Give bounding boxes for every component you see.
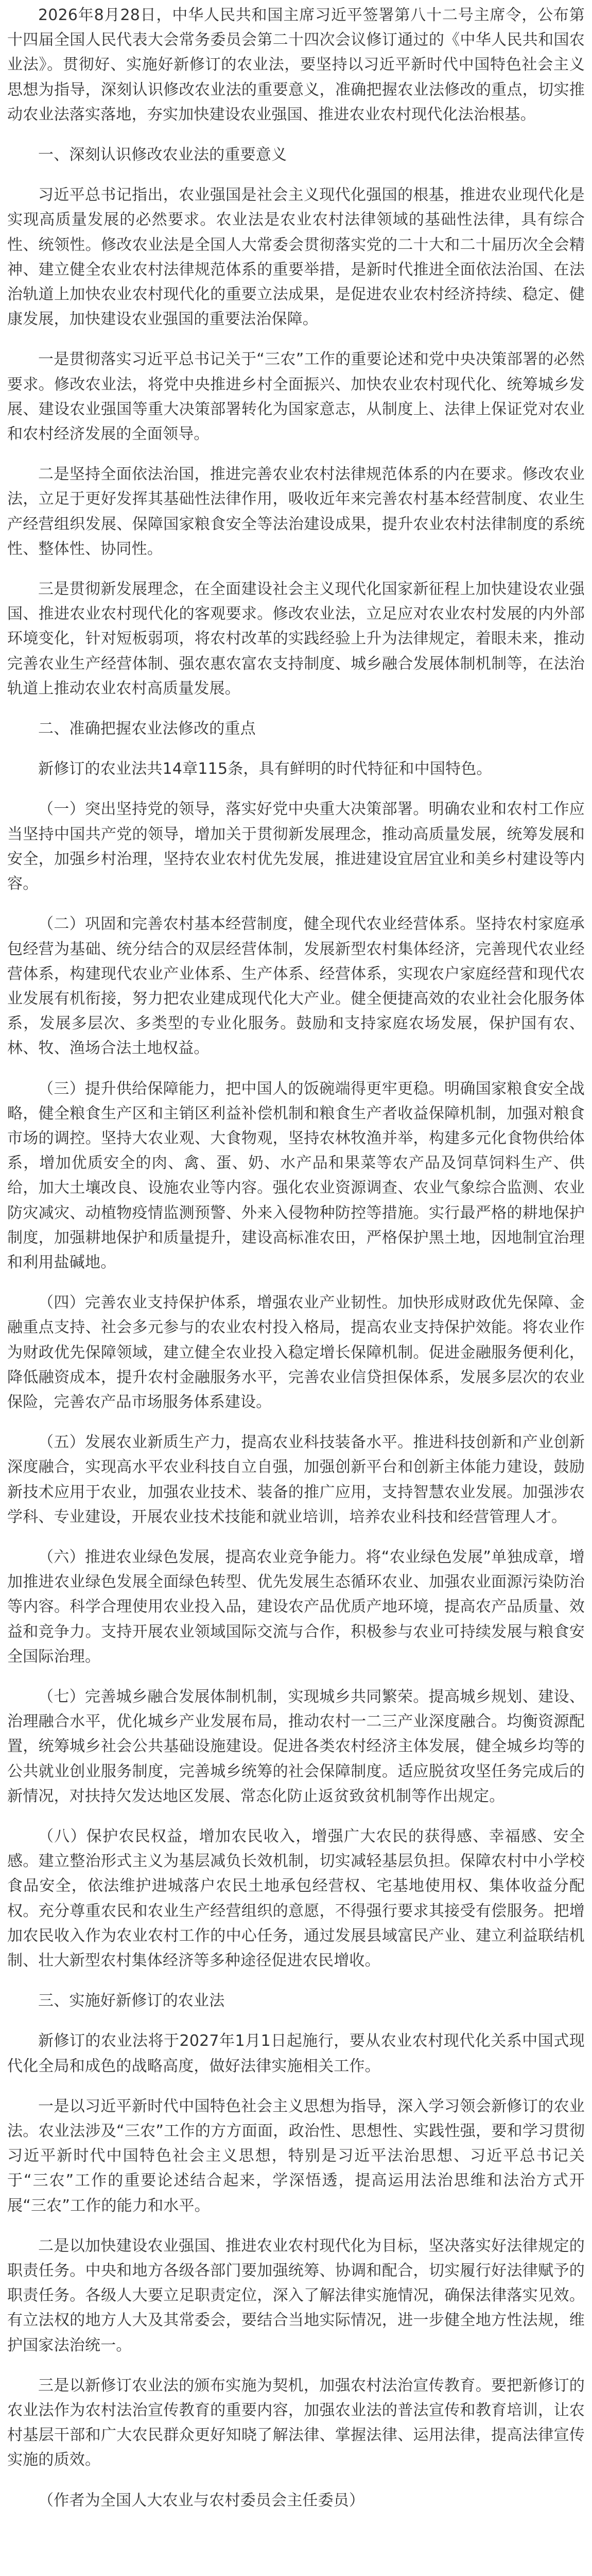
section1-paragraph-4: 三是贯彻新发展理念，在全面建设社会主义现代化国家新征程上加快建设农业强国、推进农业农村现代化的客观要求。修改农业法，立足应对农业农村发展的内外部环境变化，针对短板弱项，将农村改革的实践经验上升为法律规定，着眼未来，推动完善农业生产经营体制、强农惠农富农支持制度、城乡融合发展体制机制等，在法治轨道上推动农业农村高质量发展。 — [7, 580, 585, 698]
section1-paragraph-1: 习近平总书记指出，农业强国是社会主义现代化强国的根基，推进农业现代化是实现高质量发展的必然要求。农业法是农业农村法律领域的基础性法律，具有综合性、统领性。修改农业法是全国人大常委会贯彻落实党的二十大和二十届历次全会精神、建立健全农业农村法律规范体系的重要举措，是新时代推进全面依法治国、在法治轨道上加快农业农村现代化的重要立法成果，是促进农业农村经济持续、稳定、健康发展，加快建设农业强国的重要法治保障。 — [7, 186, 585, 329]
section1-paragraph-3: 二是坚持全面依法治国，推进完善农业农村法律规范体系的内在要求。修改农业法，立足于更好发挥其基础性法律作用，吸收近年来完善农村基本经营制度、农业生产经营组织发展、保障国家粮食安全等法治建设成果，提升农业农村法律制度的系统性、整体性、协同性。 — [7, 465, 585, 558]
section2-intro-paragraph: 新修订的农业法共14章115条，具有鲜明的时代特征和中国特色。 — [38, 760, 492, 778]
author-note: （作者为全国人大农业与农村委员会主任委员） — [38, 2491, 365, 2510]
section2-item-4: （四）完善农业支持保护体系，增强农业产业韧性。加快形成财政优先保障、金融重点支持、社会多元参与的农业农村投入格局，提高农业支持保护效能。将农业作为财政优先保障领域，建立健全农业投入稳定增长保障机制。促进金融服务便利化，降低融资成本，提升农村金融服务水平，完善农业信贷担保体系，发展多层次的农业保险，完善农产品市场服务体系建设。 — [7, 1294, 585, 1411]
section3-paragraph-2: 一是以习近平新时代中国特色社会主义思想为指导，深入学习领会新修订的农业法。农业法涉及“三农”工作的方方面面，政治性、思想性、实践性强，要和学习贯彻习近平新时代中国特色社会主义思想，特别是习近平法治思想、习近平总书记关于“三农”工作的重要论述结合起来，学深悟透，提高运用法治思维和法治方式开展“三农”工作的能力和水平。 — [7, 2097, 585, 2215]
section2-item-1: （一）突出坚持党的领导，落实好党中央重大决策部署。明确农业和农村工作应当坚持中国共产党的领导，增加关于贯彻新发展理念，推动高质量发展，统筹发展和安全，加强乡村治理，坚持农业农村优先发展，推进建设宜居宜业和美乡村建设等内容。 — [7, 800, 585, 893]
section3-paragraph-3: 二是以加快建设农业强国、推进农业农村现代化为目标，坚决落实好法律规定的职责任务。中央和地方各级各部门要加强统筹、协调和配合，切实履行好法律赋予的职责任务。各级人大要立足职责定位，深入了解法律实施情况，确保法律落实见效。有立法权的地方人大及其常委会，要结合当地实际情况，进一步健全地方性法规，维护国家法治统一。 — [7, 2236, 585, 2354]
intro-paragraph: 2026年8月28日，中华人民共和国主席习近平签署第八十二号主席令，公布第十四届全国人民代表大会常务委员会第二十四次会议修订通过的《中华人民共和国农业法》。贯彻好、实施好新修订的农业法，要坚持以习近平新时代中国特色社会主义思想为指导，深刻认识修改农业法的重要意义，准确把握农业法修改的重点，切实推动农业法落实落地，夯实加快建设农业强国、推进农业农村现代化法治根基。 — [7, 6, 585, 124]
section-heading-3: 三、实施好新修订的农业法 — [38, 1992, 225, 2010]
section2-item-3: （三）提升供给保障能力，把中国人的饭碗端得更牢更稳。明确国家粮食安全战略，健全粮食生产区和主销区利益补偿机制和粮食生产者收益保障机制，加强对粮食市场的调控。坚持大农业观、大食物观，坚持农林牧渔并举，构建多元化食物供给体系，增加优质安全的肉、禽、蛋、奶、水产品和果菜等农产品及饲草饲料生产、供给，加大土壤改良、设施农业等内容。强化农业资源调查、农业气象综合监测、农业防灾减灾、动植物疫情监测预警、外来入侵物种防控等措施。实行最严格的耕地保护制度，加强耕地保护和质量提升，建设高标准农田，严格保护黑土地，因地制宜治理和利用盐碱地。 — [7, 1079, 585, 1272]
section2-item-6: （六）推进农业绿色发展，提高农业竞争能力。将“农业绿色发展”单独成章，增加推进农业绿色发展全面绿色转型、优先发展生态循环农业、加强农业面源污染防治等内容。科学合理使用农业投入品，建设农产品优质产地环境，提高农产品质量、效益和竞争力。支持开展农业领域国际交流与合作，积极参与农业可持续发展与粮食安全国际治理。 — [7, 1548, 585, 1666]
section2-item-8: （八）保护农民权益，增加农民收入，增强广大农民的获得感、幸福感、安全感。建立整治形式主义为基层减负长效机制，切实减轻基层负担。保障农村中小学校食品安全，依法维护进城落户农民土地承包经营权、宅基地使用权、集体收益分配权。充分尊重农民和农业生产经营组织的意愿，不得强行要求其接受有偿服务。把增加农民收入作为农业农村工作的中心任务，通过发展县域富民产业、建立利益联结机制、壮大新型农村集体经济等多种途径促进农民增收。 — [7, 1827, 585, 1970]
section3-paragraph-4: 三是以新修订农业法的颁布实施为契机，加强农村法治宣传教育。要把新修订的农业法作为农村法治宣传教育的重要内容，加强农业法的普法宣传和教育培训，让农村基层干部和广大农民群众更好知晓了解法律、掌握法律、运用法律，提高法律宣传实施的质效。 — [7, 2376, 585, 2469]
section-heading-1: 一、深刻认识修改农业法的重要意义 — [38, 146, 287, 164]
section1-paragraph-2: 一是贯彻落实习近平总书记关于“三农”工作的重要论述和党中央决策部署的必然要求。修改农业法，将党中央推进乡村全面振兴、加快农业农村现代化、统筹城乡发展、建设农业强国等重大决策部署转化为国家意志，从制度上、法律上保证党对农业和农村经济发展的全面领导。 — [7, 350, 585, 444]
section-heading-2: 二、准确把握农业法修改的重点 — [38, 720, 256, 738]
section2-item-7: （七）完善城乡融合发展体制机制，实现城乡共同繁荣。提高城乡规划、建设、治理融合水平，优化城乡产业发展布局，推动农村一二三产业深度融合。均衡资源配置，统筹城乡社会公共基础设施建设。促进各类农村经济主体发展，健全城乡均等的公共就业创业服务制度，完善城乡统筹的社会保障制度。适应脱贫攻坚任务完成后的新情况，对扶持欠发达地区发展、常态化防止返贫致贫机制等作出规定。 — [7, 1687, 585, 1805]
section2-item-2: （二）巩固和完善农村基本经营制度，健全现代农业经营体系。坚持农村家庭承包经营为基础、统分结合的双层经营体制，发展新型农村集体经济，完善现代农业经营体系，构建现代农业产业体系、生产体系、经营体系，实现农户家庭经营和现代农业发展有机衔接，努力把农业建成现代化大产业。健全便捷高效的农业社会化服务体系，发展多层次、多类型的专业化服务。鼓励和支持家庭农场发展，保护国有农、林、牧、渔场合法土地权益。 — [7, 915, 585, 1058]
section3-paragraph-1: 新修订的农业法将于2027年1月1日起施行，要从农业农村现代化关系中国式现代化全局和成色的战略高度，做好法律实施相关工作。 — [7, 2032, 585, 2075]
section2-item-5: （五）发展农业新质生产力，提高农业科技装备水平。推进科技创新和产业创新深度融合，实现高水平农业科技自立自强，加强创新平台和创新主体能力建设，鼓励新技术应用于农业，加强农业技术、装备的推广应用，支持智慧农业发展。加强涉农学科、专业建设，开展农业技术技能和就业培训，培养农业科技和经营管理人才。 — [7, 1433, 585, 1526]
